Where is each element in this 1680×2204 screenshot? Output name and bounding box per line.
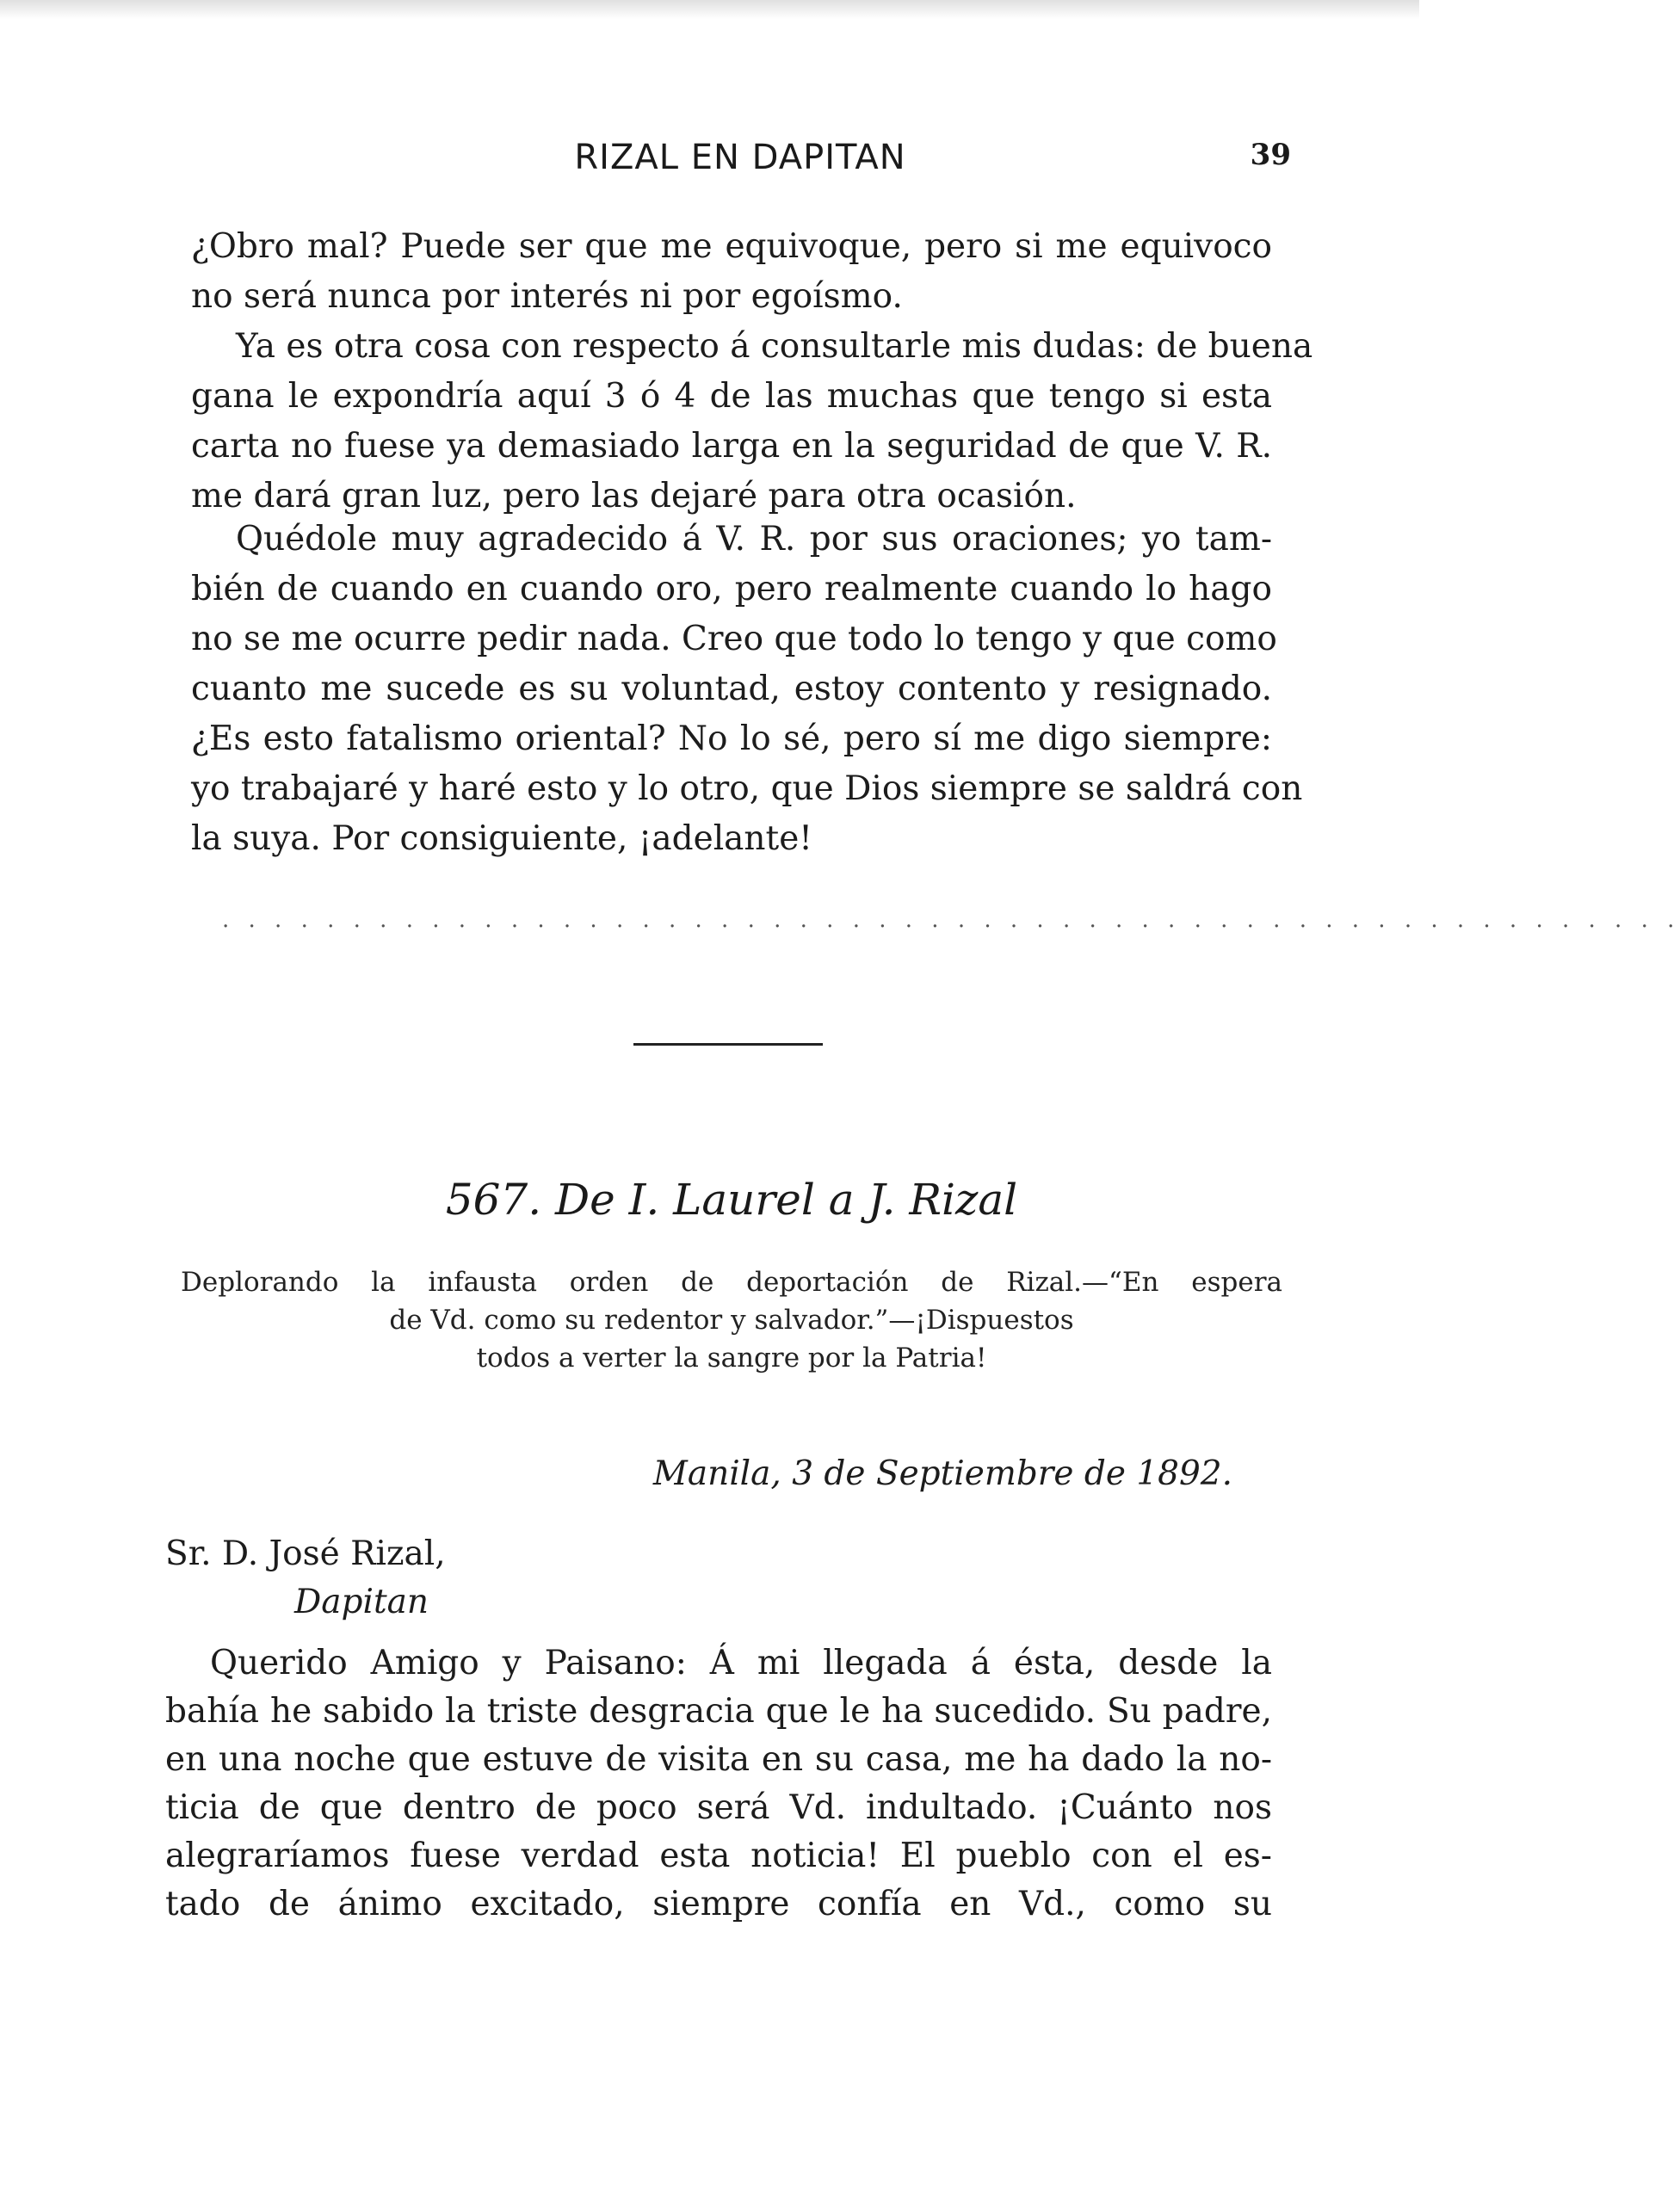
text-line: no se me ocurre pedir nada. Creo que todo lo tengo y que como	[191, 620, 1277, 658]
addressee-place: Dapitan	[294, 1583, 429, 1621]
text-line: ¿Obro mal? Puede ser que me equivoque, pero si me equivoco	[191, 227, 1272, 266]
letter-heading: 567. De I. Laurel a J. Rizal	[445, 1175, 1018, 1225]
text-line: bién de cuando en cuando oro, pero realmente cuando lo hago	[191, 570, 1272, 608]
text-line: tado de ánimo excitado, siempre confía en Vd., como su	[165, 1885, 1272, 1923]
text-line: Querido Amigo y Paisano: Á mi llegada á ésta, desde la	[210, 1644, 1272, 1682]
text-line: me dará gran luz, pero las dejaré para otra ocasión.	[191, 477, 1077, 516]
text-line: alegraríamos fuese verdad esta noticia! El pueblo con el es-	[165, 1837, 1272, 1875]
text-line: Ya es otra cosa con respecto á consultarle mis dudas: de buena	[236, 327, 1313, 366]
text-line: la suya. Por consiguiente, ¡adelante!	[191, 819, 812, 858]
letter-body	[165, 1639, 1272, 1929]
scan-edge	[0, 0, 1419, 19]
page-number: 39	[1250, 138, 1291, 172]
summary-line: de Vd. como su redentor y salvador.”—¡Dispuestos	[389, 1305, 1074, 1336]
text-line: ¿Es esto fatalismo oriental? No lo sé, pero sí me digo siempre:	[191, 719, 1272, 758]
addressee-name: Sr. D. José Rizal,	[165, 1534, 446, 1573]
addressee	[165, 1530, 446, 1627]
summary-line: todos a verter la sangre por la Patria!	[476, 1343, 987, 1374]
dateline: Manila, 3 de Septiembre de 1892.	[652, 1454, 1232, 1493]
text-line: no será nunca por interés ni por egoísmo.	[191, 277, 903, 316]
text-line: Quédole muy agradecido á V. R. por sus oraciones; yo tam-	[236, 520, 1272, 559]
paragraph-3	[191, 515, 1303, 864]
text-line: yo trabajaré y haré esto y lo otro, que Dios siempre se saldrá con	[191, 769, 1303, 808]
text-line: gana le expondría aquí 3 ó 4 de las muchas que tengo si esta	[191, 377, 1272, 416]
running-head	[189, 138, 1291, 189]
text-line: en una noche que estuve de visita en su casa, me ha dado la no-	[165, 1740, 1272, 1779]
paragraph-2	[191, 322, 1313, 522]
text-line: bahía he sabido la triste desgracia que le ha sucedido. Su padre,	[165, 1692, 1272, 1731]
section-divider	[633, 1043, 823, 1046]
text-line: carta no fuese ya demasiado larga en la seguridad de que V. R.	[191, 427, 1272, 466]
ellipsis-row: . . . . . . . . . . . . . . . . . . . . . . . . . . . . . . . . . . . . . . . . . . . . . . . . . . . . . . . .	[222, 907, 1680, 933]
text-line: ticia de que dentro de poco será Vd. indultado. ¡Cuánto nos	[165, 1788, 1272, 1827]
running-title: RIZAL EN DAPITAN	[574, 138, 906, 177]
letter-summary	[181, 1263, 1282, 1377]
text-line: cuanto me sucede es su voluntad, estoy contento y resignado.	[191, 670, 1272, 708]
paragraph-1	[191, 222, 1272, 322]
summary-line: Deplorando la infausta orden de deportación de Rizal.—“En espera	[181, 1267, 1282, 1298]
